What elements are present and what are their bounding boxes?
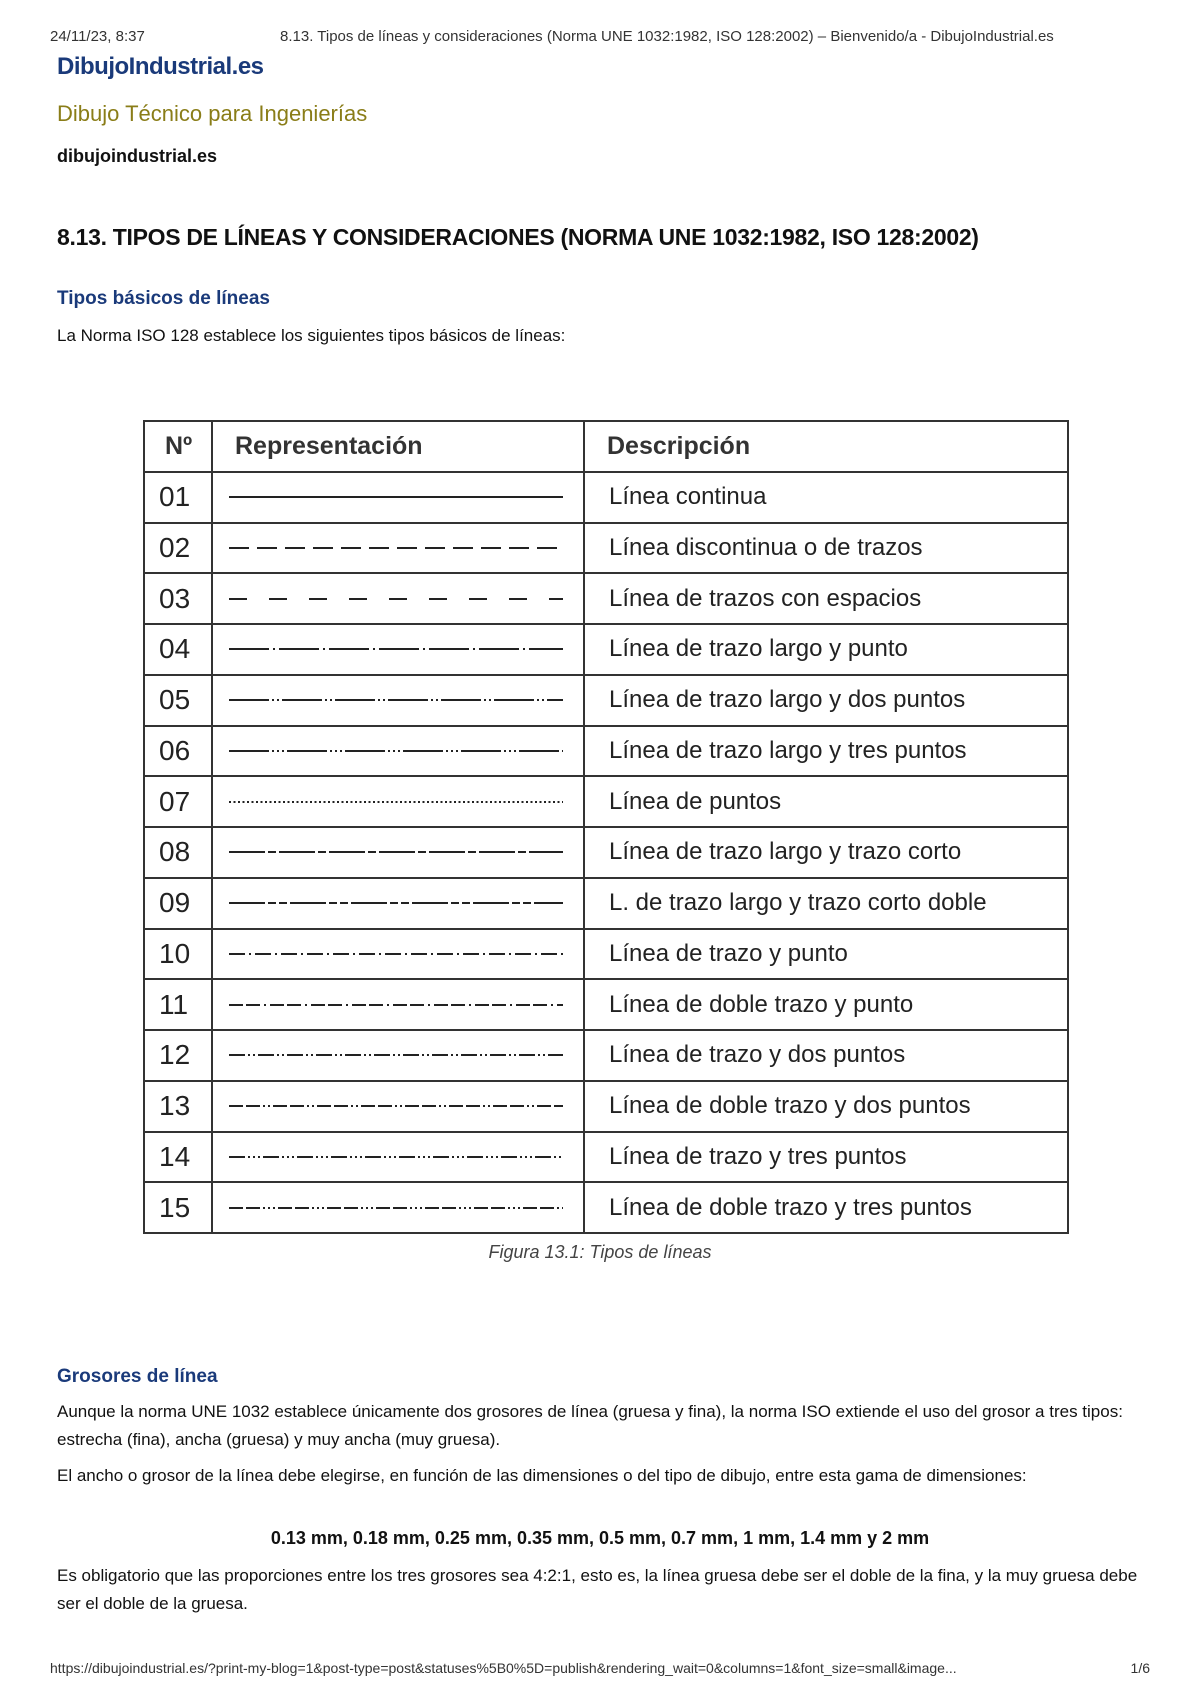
table-row — [144, 776, 1068, 827]
line-types-figure-table — [143, 420, 1069, 1234]
row-number: 15 — [144, 1182, 212, 1233]
row-representation — [212, 675, 584, 726]
row-representation — [212, 776, 584, 827]
section-heading-line-types: Tipos básicos de líneas — [57, 288, 270, 309]
table-row — [144, 1182, 1068, 1233]
table-row — [144, 827, 1068, 878]
row-representation — [212, 878, 584, 929]
row-number: 06 — [144, 726, 212, 777]
print-header — [50, 28, 1150, 48]
table-row — [144, 624, 1068, 675]
row-description: Línea de trazo y tres puntos — [584, 1132, 1068, 1183]
table-row — [144, 1030, 1068, 1081]
figure-caption: Figura 13.1: Tipos de líneas — [488, 1242, 712, 1262]
row-description: Línea de puntos — [584, 776, 1068, 827]
line-weights-paragraph-2: El ancho o grosor de la línea debe elegirse, en función de las dimensiones o del tipo de dibujo, entre esta gama de dimensiones: — [57, 1466, 1027, 1485]
line-sample-13 — [229, 1099, 563, 1113]
row-description: Línea de doble trazo y tres puntos — [584, 1182, 1068, 1233]
post-title: 8.13. TIPOS DE LÍNEAS Y CONSIDERACIONES (NORMA UNE 1032:1982, ISO 128:2002) — [57, 224, 979, 250]
row-representation — [212, 726, 584, 777]
line-weight-values: 0.13 mm, 0.18 mm, 0.25 mm, 0.35 mm, 0.5 mm, 0.7 mm, 1 mm, 1.4 mm y 2 mm — [270, 1528, 930, 1548]
table-row — [144, 929, 1068, 980]
row-description: Línea de doble trazo y dos puntos — [584, 1081, 1068, 1132]
table-row — [144, 472, 1068, 523]
row-representation — [212, 1030, 584, 1081]
line-sample-06 — [229, 744, 563, 758]
header-representation: Representación — [212, 421, 584, 472]
row-description: Línea de trazo y dos puntos — [584, 1030, 1068, 1081]
row-number: 10 — [144, 929, 212, 980]
row-description: Línea de doble trazo y punto — [584, 979, 1068, 1030]
line-sample-04 — [229, 642, 563, 656]
row-description: Línea de trazo largo y tres puntos — [584, 726, 1068, 777]
row-number: 11 — [144, 979, 212, 1030]
line-sample-05 — [229, 693, 563, 707]
row-number: 13 — [144, 1081, 212, 1132]
table-row — [144, 573, 1068, 624]
header-num: Nº — [144, 421, 212, 472]
row-representation — [212, 472, 584, 523]
line-sample-02 — [229, 541, 563, 555]
line-sample-09 — [229, 896, 563, 910]
table-row — [144, 878, 1068, 929]
row-representation — [212, 827, 584, 878]
print-document-title: 8.13. Tipos de líneas y consideraciones (Norma UNE 1032:1982, ISO 128:2002) – Bienvenido/a - DibujoIndustrial.es — [280, 28, 1054, 45]
line-sample-03 — [229, 592, 563, 606]
row-representation — [212, 929, 584, 980]
site-tagline: Dibujo Técnico para Ingenierías — [57, 101, 368, 126]
row-representation — [212, 573, 584, 624]
page-number: 1/6 — [1130, 1660, 1150, 1676]
row-description: Línea de trazos con espacios — [584, 573, 1068, 624]
row-description: Línea de trazo largo y trazo corto — [584, 827, 1068, 878]
row-representation — [212, 1132, 584, 1183]
site-domain: dibujoindustrial.es — [57, 146, 218, 166]
row-representation — [212, 979, 584, 1030]
print-footer — [50, 1660, 1150, 1680]
row-number: 07 — [144, 776, 212, 827]
row-description: Línea discontinua o de trazos — [584, 523, 1068, 574]
table-row — [144, 1081, 1068, 1132]
intro-paragraph: La Norma ISO 128 establece los siguientes tipos básicos de líneas: — [57, 326, 566, 345]
row-number: 08 — [144, 827, 212, 878]
row-description: Línea de trazo y punto — [584, 929, 1068, 980]
line-types-body — [144, 472, 1068, 1233]
line-weights-paragraph-3: Es obligatorio que las proporciones entre los tres grosores sea 4:2:1, esto es, la línea gruesa debe ser el doble de la fina, y la muy gruesa debe ser el doble de la gruesa. — [57, 1566, 1138, 1613]
row-number: 04 — [144, 624, 212, 675]
table-row — [144, 726, 1068, 777]
section-heading-line-weights: Grosores de línea — [57, 1366, 218, 1387]
line-sample-01 — [229, 490, 563, 504]
row-description: Línea de trazo largo y dos puntos — [584, 675, 1068, 726]
row-representation — [212, 1081, 584, 1132]
line-sample-11 — [229, 998, 563, 1012]
line-sample-12 — [229, 1048, 563, 1062]
line-sample-15 — [229, 1201, 563, 1215]
row-description: Línea de trazo largo y punto — [584, 624, 1068, 675]
line-sample-08 — [229, 845, 563, 859]
table-header-row — [144, 421, 1068, 472]
table-row — [144, 1132, 1068, 1183]
row-number: 03 — [144, 573, 212, 624]
line-sample-10 — [229, 947, 563, 961]
table-row — [144, 675, 1068, 726]
line-weights-paragraph-1: Aunque la norma UNE 1032 establece únicamente dos grosores de línea (gruesa y fina), la norma ISO extiende el uso del grosor a tres tipos: estrecha (fina), ancha (gruesa) y muy ancha (muy gruesa). — [57, 1402, 1123, 1449]
row-number: 02 — [144, 523, 212, 574]
row-representation — [212, 1182, 584, 1233]
row-number: 14 — [144, 1132, 212, 1183]
row-description: L. de trazo largo y trazo corto doble — [584, 878, 1068, 929]
print-date: 24/11/23, 8:37 — [50, 28, 145, 45]
site-brand[interactable]: DibujoIndustrial.es — [57, 53, 264, 80]
row-description: Línea continua — [584, 472, 1068, 523]
print-url: https://dibujoindustrial.es/?print-my-blog=1&post-type=post&statuses%5B0%5D=publish&rendering_wait=0&columns=1&font_size=small&image... — [50, 1660, 957, 1676]
line-sample-07 — [229, 795, 563, 809]
line-sample-14 — [229, 1150, 563, 1164]
row-number: 09 — [144, 878, 212, 929]
table-row — [144, 523, 1068, 574]
row-representation — [212, 523, 584, 574]
row-number: 12 — [144, 1030, 212, 1081]
header-description: Descripción — [584, 421, 1068, 472]
table-row — [144, 979, 1068, 1030]
row-number: 05 — [144, 675, 212, 726]
row-representation — [212, 624, 584, 675]
row-number: 01 — [144, 472, 212, 523]
